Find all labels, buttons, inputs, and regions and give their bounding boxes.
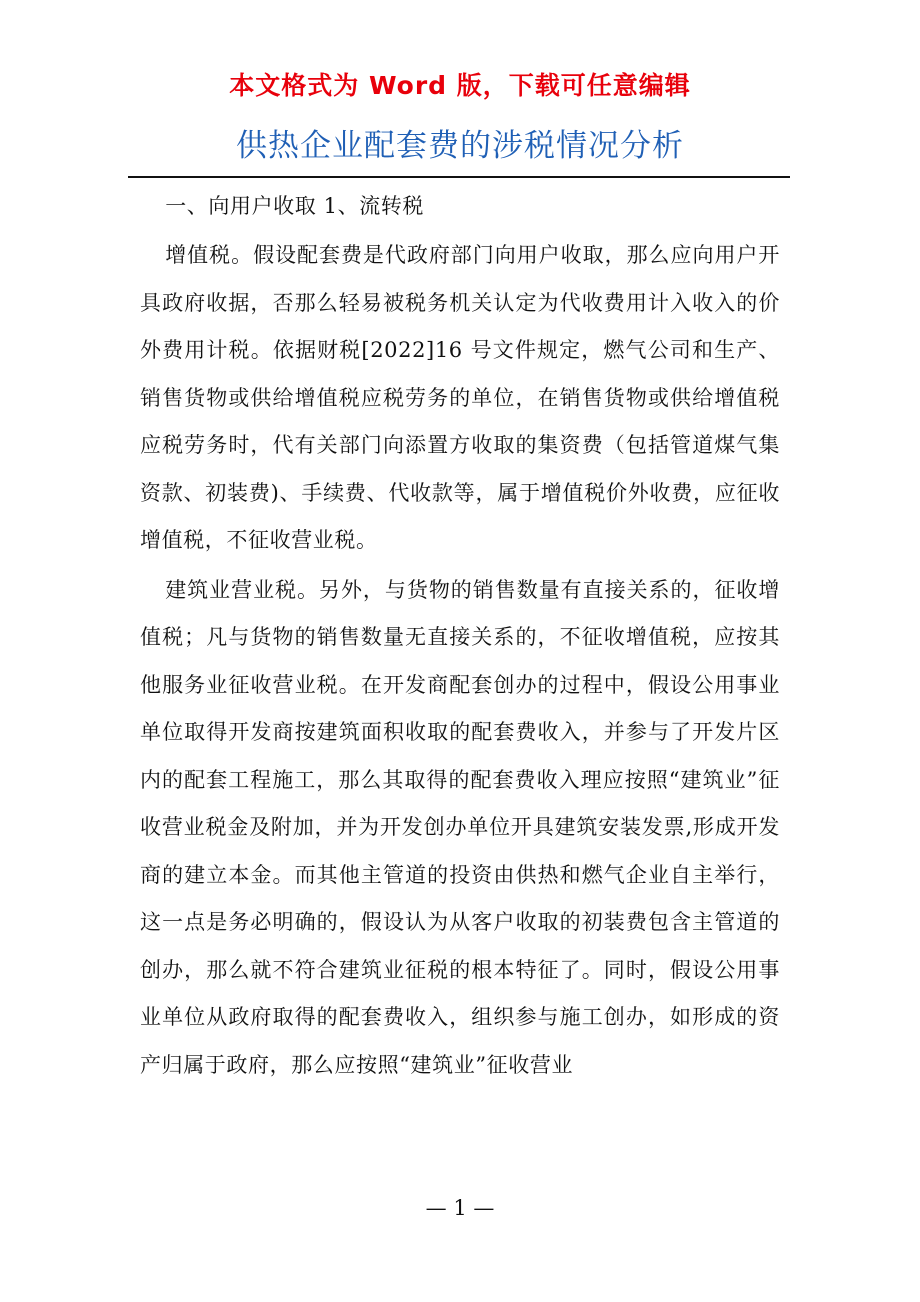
document-body — [140, 184, 780, 1089]
paragraph-construction-tax: 建筑业营业税。另外，与货物的销售数量有直接关系的，征收增值税；凡与货物的销售数量无直接关系的，不征收增值税，应按其他服务业征收营业税。在开发商配套创办的过程中，假设公用事业单位取得开发商按建筑面积收取的配套费收入，并参与了开发片区内的配套工程施工，那么其取得的配套费收入理应按照“建筑业”征收营业税金及附加，并为开发创办单位开具建筑安装发票,形成开发商的建立本金。而其他主管道的投资由供热和燃气企业自主举行，这一点是务必明确的，假设认为从客户收取的初装费包含主管道的创办，那么就不符合建筑业征税的根本特征了。同时，假设公用事业单位从政府取得的配套费收入，组织参与施工创办，如形成的资产归属于政府，那么应按照“建筑业”征收营业 — [140, 577, 780, 1077]
section-heading: 一、向用户收取 1、流转税 — [165, 194, 425, 218]
format-notice-banner: 本文格式为 Word 版，下载可任意编辑 — [229, 71, 691, 100]
title-divider — [128, 176, 790, 178]
document-title: 供热企业配套费的涉税情况分析 — [236, 128, 684, 164]
page-number: — 1 — — [425, 1196, 495, 1220]
paragraph-vat: 增值税。假设配套费是代政府部门向用户收取，那么应向用户开具政府收据，否那么轻易被税务机关认定为代收费用计入收入的价外费用计税。依据财税[2022]16 号文件规定，燃气公司和生产、销售货物或供给增值税应税劳务的单位，在销售货物或供给增值税应税劳务时，代有关部门向添置方收取的集资费（包括管道煤气集资款、初装费)、手续费、代收款等，属于增值税价外收费，应征收增值税，不征收营业税。 — [140, 243, 780, 552]
